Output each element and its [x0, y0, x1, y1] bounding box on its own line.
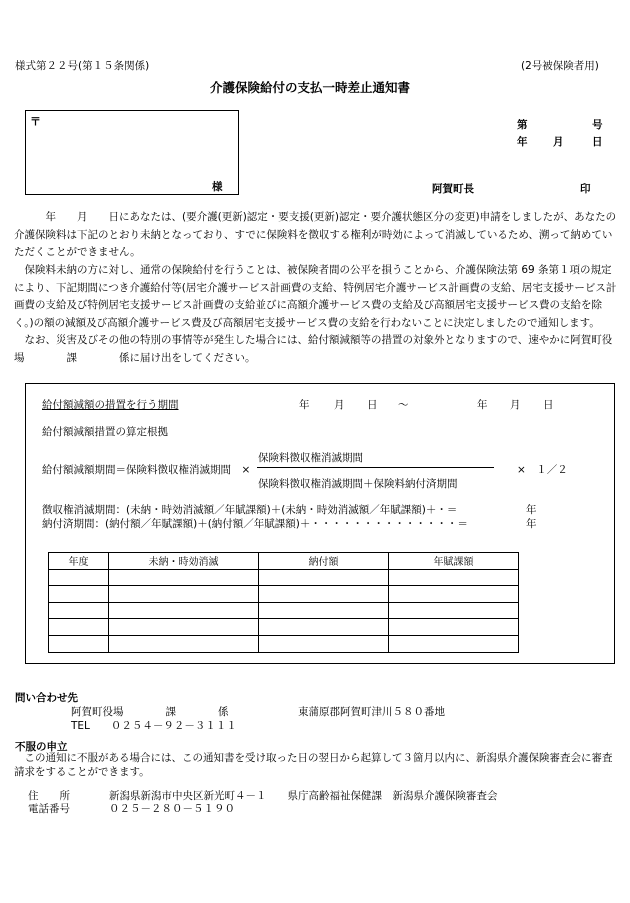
contact-heading: 問い合わせ先 — [15, 692, 78, 704]
col-header-annual: 年賦課額 — [389, 553, 519, 570]
period-year-2: 年 — [477, 399, 488, 411]
formula-lhs: 給付額減額期間＝保険料徴収権消滅期間 × — [42, 464, 251, 476]
number-suffix: 号 — [592, 119, 603, 131]
period-day-1: 日 — [367, 399, 378, 411]
appeal-address-label: 住 所 — [28, 790, 70, 802]
form-type: (2号被保険者用) — [521, 60, 599, 72]
appeal-tel-value: ０２５－２８０－５１９０ — [109, 803, 235, 815]
appeal-tel-label: 電話番号 — [28, 803, 70, 815]
body-paragraph-3: なお、災害及びその他の特別の事情等が発生した場合には、給付額減額等の措置の対象外となりますので、速やかに阿賀町役場 課 係に届け出をしてください。 — [14, 334, 613, 364]
fraction-numerator: 保険料徴収権消滅期間 — [258, 452, 363, 464]
col-header-paid: 納付額 — [259, 553, 389, 570]
period-label: 給付額減額の措置を行う期間 — [42, 399, 179, 411]
formula-line-1: 徴収権消滅期間：(未納・時効消滅額／年賦課額)＋(未納・時効消滅額／年賦課額)＋・＝ — [42, 504, 458, 516]
arrears-table — [48, 552, 519, 653]
issue-day: 日 — [592, 136, 603, 148]
formula-line-2: 納付済期間：(納付額／年賦課額)＋(納付額／年賦課額)＋・・・・・・・・・・・・・・＝ — [42, 518, 468, 530]
table-row — [49, 586, 519, 603]
period-month-1: 月 — [334, 399, 345, 411]
seal-mark: 印 — [580, 183, 591, 195]
table-row — [49, 635, 519, 652]
issue-month: 月 — [553, 136, 564, 148]
contact-tel: TEL ０２５４－９２－３１１１ — [71, 720, 237, 732]
form-number: 様式第２２号(第１５条関係) — [15, 60, 150, 72]
table-header-row — [49, 553, 519, 570]
formula-multiplier: × １／２ — [517, 464, 568, 476]
contact-address: 東蒲原郡阿賀町津川５８０番地 — [298, 706, 445, 718]
table-row — [49, 602, 519, 619]
period-tilde: ～ — [398, 399, 409, 411]
formula-line-2-unit: 年 — [526, 518, 537, 530]
issuer-name: 阿賀町長 — [432, 183, 474, 195]
honorific: 様 — [212, 181, 223, 193]
appeal-text: この通知に不服がある場合には、この通知書を受け取った日の翌日から起算して３箇月以内に、新潟県介護保険審査会に審査請求をすることができます。 — [14, 752, 613, 778]
body-paragraph-1: 年 月 日にあなたは、(要介護(更新)認定・要支援(更新)認定・要介護状態区分の変更)申請をしましたが、あなたの介護保険料は下記のとおり未納となっており、すでに保険料を徴収する権利が時効によって消滅しているため、溯って納めていただくことができません。 — [14, 211, 617, 259]
period-day-2: 日 — [543, 399, 554, 411]
period-year-1: 年 — [299, 399, 310, 411]
formula-line-1-unit: 年 — [526, 504, 537, 516]
col-header-unpaid: 未納・時効消滅 — [109, 553, 259, 570]
issue-year: 年 — [517, 136, 528, 148]
body-paragraph-2: 保険料未納の方に対し、通常の保険給付を行うことは、被保険者間の公平を損うことから、介護保険法第 69 条第１項の規定により、下記期間につき介護給付等(居宅介護サービス計画費の支給、特例居宅介護サービス計画費の支給、居宅支援サービス計画費の支給及び特例居宅支援サービス計画費の支給並びに高額介護サービス費の支給及び高額居宅支援サービス費の支給を除く。)の額の減額及び高額介護サービス費及び高額居宅支援サービス費の支給を行わないことに決定しましたので通知します。 — [14, 264, 617, 329]
col-header-year: 年度 — [49, 553, 109, 570]
basis-label: 給付額減額措置の算定根拠 — [42, 426, 168, 438]
number-prefix: 第 — [517, 119, 528, 131]
fraction-line — [257, 467, 494, 468]
postal-mark: 〒 — [30, 115, 41, 128]
fraction-denominator: 保険料徴収権消滅期間＋保険料納付済期間 — [258, 478, 458, 490]
contact-office: 阿賀町役場 課 係 — [71, 706, 229, 718]
table-row — [49, 569, 519, 586]
table-row — [49, 619, 519, 636]
appeal-address-value: 新潟県新潟市中央区新光町４－１ 県庁高齢福祉保健課 新潟県介護保険審査会 — [109, 790, 498, 802]
address-box — [25, 110, 239, 195]
appeal-heading: 不服の申立 — [15, 741, 68, 753]
period-month-2: 月 — [510, 399, 521, 411]
page-title: 介護保険給付の支払一時差止通知書 — [210, 80, 411, 95]
